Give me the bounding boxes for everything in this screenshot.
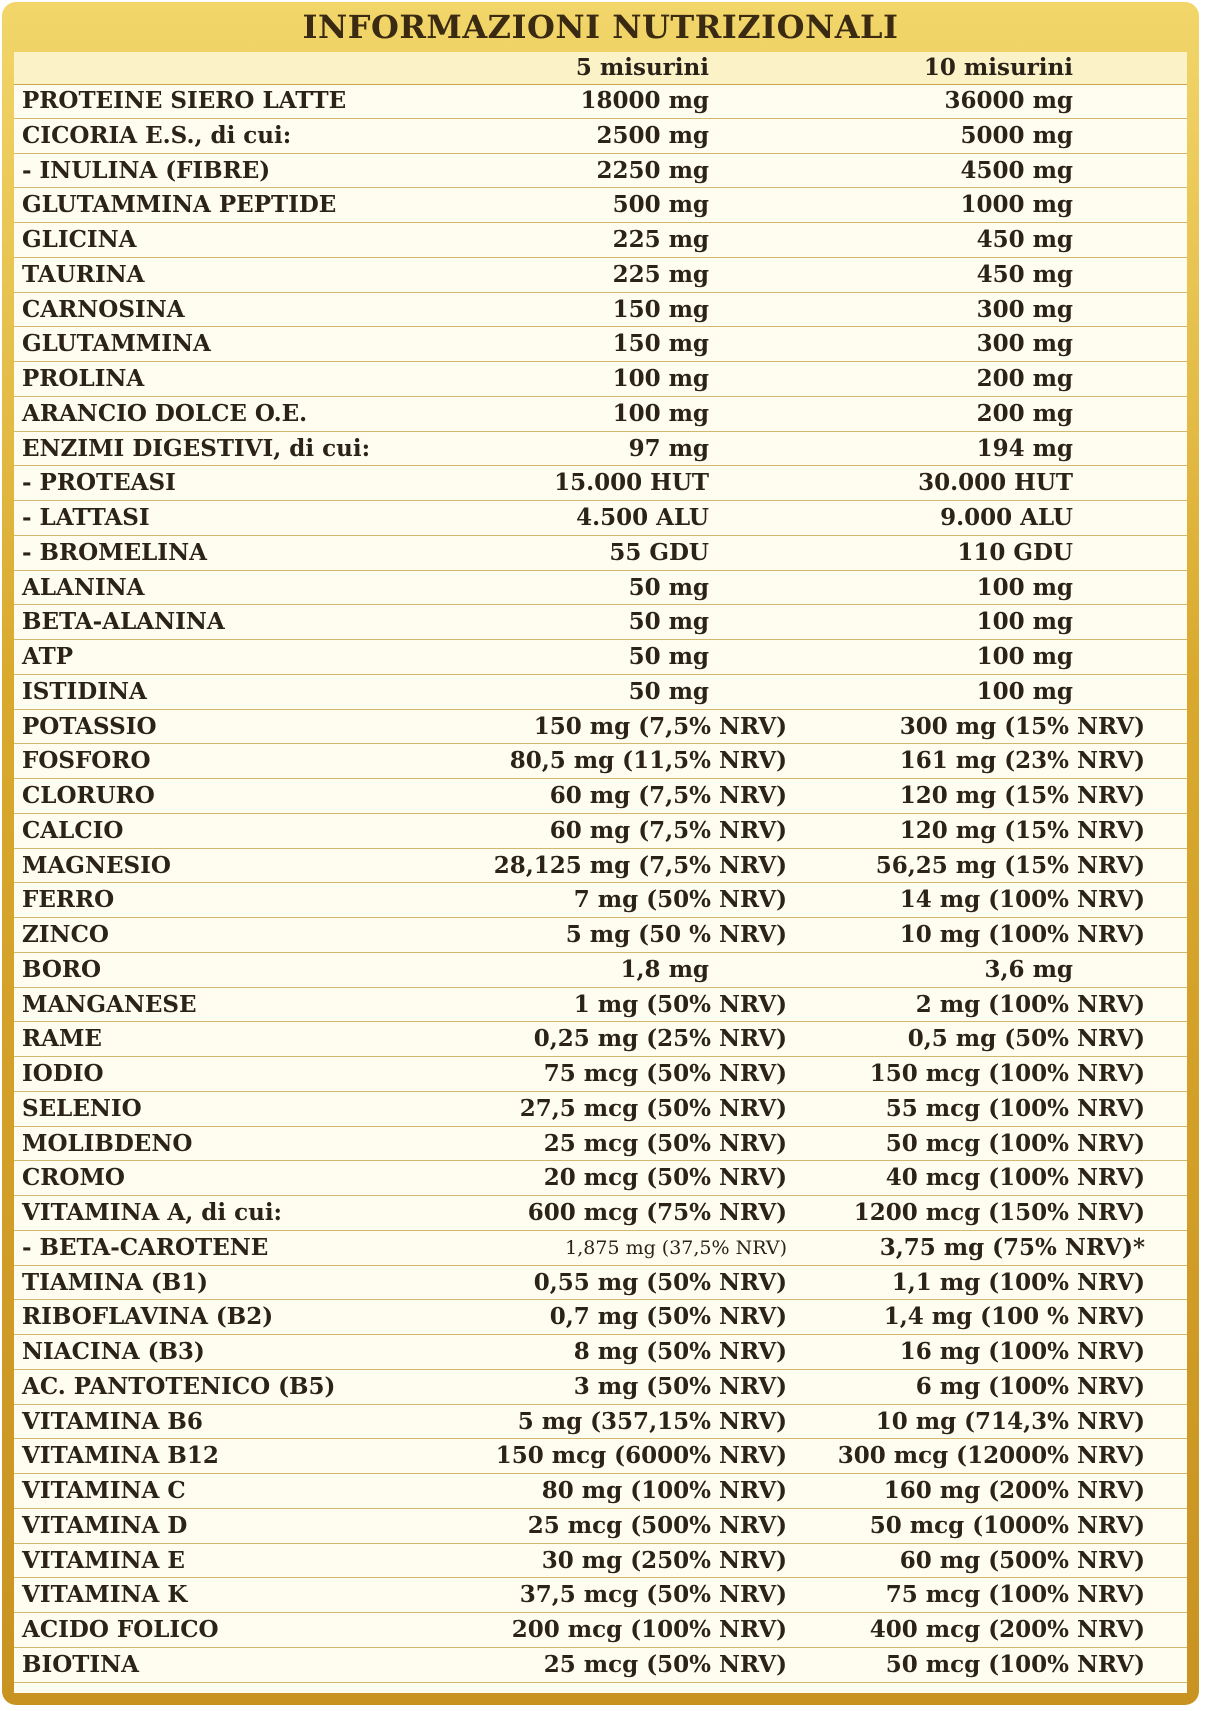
nutrient-name: ZINCO <box>22 921 109 948</box>
table-row <box>14 1509 1187 1544</box>
value-5-misurini: 0,55 mg (50% NRV) <box>533 1268 787 1296</box>
table-row <box>14 744 1187 779</box>
table-row <box>14 675 1187 710</box>
nutrient-name: BIOTINA <box>22 1650 139 1678</box>
nutrient-name: POTASSIO <box>22 712 157 740</box>
table-row <box>14 883 1187 918</box>
value-10-misurini: 0,5 mg (50% NRV) <box>907 1025 1145 1053</box>
table-row <box>14 1335 1187 1370</box>
table-row <box>14 1648 1187 1683</box>
table-row <box>14 1544 1187 1579</box>
table-row <box>14 640 1187 675</box>
panel-title: INFORMAZIONI NUTRIZIONALI <box>302 8 899 46</box>
nutrient-name: ACIDO FOLICO <box>22 1616 219 1643</box>
value-5-misurini: 60 mg (7,5% NRV) <box>549 816 787 844</box>
nutrient-name: MOLIBDENO <box>22 1129 193 1157</box>
value-5-misurini: 15.000 HUT <box>554 469 709 497</box>
table-row <box>14 988 1187 1023</box>
value-5-misurini: 18000 mg <box>580 87 709 114</box>
table-row <box>14 1405 1187 1440</box>
value-5-misurini: 1 mg (50% NRV) <box>573 990 787 1018</box>
value-5-misurini: 30 mg (250% NRV) <box>541 1546 787 1574</box>
nutrient-name: PROLINA <box>22 365 145 392</box>
value-5-misurini: 600 mcg (75% NRV) <box>527 1199 787 1226</box>
value-5-misurini: 225 mg <box>612 226 709 253</box>
table-row <box>14 154 1187 189</box>
column-header-10-misurini: 10 misurini <box>923 54 1073 81</box>
table-row <box>14 710 1187 745</box>
nutrient-name: ENZIMI DIGESTIVI, di cui: <box>22 434 371 462</box>
table-row <box>14 1474 1187 1509</box>
value-5-misurini: 20 mcg (50% NRV) <box>543 1164 787 1192</box>
table-row <box>14 466 1187 501</box>
table-row <box>14 1613 1187 1648</box>
value-10-misurini: 1,1 mg (100% NRV) <box>891 1268 1145 1296</box>
nutrient-name: NIACINA (B3) <box>22 1338 205 1365</box>
table-row <box>14 1057 1187 1092</box>
table-row <box>14 1196 1187 1231</box>
nutrient-name: ATP <box>22 643 73 670</box>
nutrition-panel <box>2 2 1199 1705</box>
table-row <box>14 188 1187 223</box>
value-5-misurini: 50 mg <box>628 677 709 705</box>
value-5-misurini: 8 mg (50% NRV) <box>573 1338 787 1365</box>
nutrient-name: MAGNESIO <box>22 851 171 879</box>
table-row <box>14 1578 1187 1613</box>
value-5-misurini: 37,5 mcg (50% NRV) <box>519 1581 787 1609</box>
value-5-misurini: 100 mg <box>612 399 709 427</box>
nutrient-name: RAME <box>22 1025 102 1053</box>
nutrient-name: AC. PANTOTENICO (B5) <box>22 1372 336 1400</box>
value-10-misurini: 3,6 mg <box>984 955 1073 983</box>
table-row <box>14 1092 1187 1127</box>
table-body <box>14 84 1187 1683</box>
value-5-misurini: 28,125 mg (7,5% NRV) <box>493 851 787 879</box>
value-10-misurini: 36000 mg <box>944 87 1073 114</box>
table-row <box>14 814 1187 849</box>
table-row <box>14 918 1187 953</box>
table-row <box>14 1161 1187 1196</box>
nutrient-name: ARANCIO DOLCE O.E. <box>22 399 308 427</box>
value-10-misurini: 300 mg (15% NRV) <box>899 712 1145 740</box>
nutrient-name: VITAMINA B6 <box>22 1407 203 1435</box>
nutrient-name: FERRO <box>22 886 115 914</box>
value-10-misurini: 4500 mg <box>960 156 1073 184</box>
value-10-misurini: 5000 mg <box>960 121 1073 149</box>
value-5-misurini: 0,7 mg (50% NRV) <box>549 1303 787 1331</box>
column-header-5-misurini: 5 misurini <box>575 54 709 81</box>
value-10-misurini: 9.000 ALU <box>940 504 1073 531</box>
value-5-misurini: 25 mcg (50% NRV) <box>543 1650 787 1678</box>
table-row <box>14 432 1187 467</box>
value-10-misurini: 3,75 mg (75% NRV)* <box>879 1233 1145 1261</box>
value-10-misurini: 50 mcg (100% NRV) <box>885 1129 1145 1157</box>
nutrient-name: GLUTAMMINA PEPTIDE <box>22 191 337 219</box>
value-10-misurini: 300 mg <box>976 330 1073 358</box>
nutrient-name: CICORIA E.S., di cui: <box>22 121 292 149</box>
nutrient-name: - BETA-CAROTENE <box>22 1233 269 1261</box>
table-row <box>14 1439 1187 1474</box>
table-row <box>14 293 1187 328</box>
table-row <box>14 258 1187 293</box>
value-10-misurini: 100 mg <box>976 643 1073 670</box>
nutrient-name: TIAMINA (B1) <box>22 1268 209 1296</box>
nutrient-name: CROMO <box>22 1164 125 1192</box>
table-row <box>14 1022 1187 1057</box>
value-5-misurini: 2250 mg <box>596 156 709 184</box>
nutrient-name: VITAMINA C <box>22 1477 186 1504</box>
nutrient-name: CLORURO <box>22 782 155 809</box>
value-5-misurini: 55 GDU <box>609 538 709 566</box>
value-10-misurini: 55 mcg (100% NRV) <box>885 1094 1145 1122</box>
value-10-misurini: 2 mg (100% NRV) <box>915 990 1145 1018</box>
table-row <box>14 119 1187 154</box>
value-5-misurini: 50 mg <box>628 608 709 636</box>
value-10-misurini: 30.000 HUT <box>918 469 1073 497</box>
value-5-misurini: 5 mg (357,15% NRV) <box>517 1407 787 1435</box>
value-10-misurini: 16 mg (100% NRV) <box>899 1338 1145 1365</box>
value-5-misurini: 5 mg (50 % NRV) <box>565 921 787 948</box>
value-5-misurini: 4.500 ALU <box>576 504 709 531</box>
nutrient-name: - LATTASI <box>22 504 150 531</box>
value-10-misurini: 75 mcg (100% NRV) <box>885 1581 1145 1609</box>
nutrient-name: CALCIO <box>22 816 124 844</box>
value-10-misurini: 160 mg (200% NRV) <box>883 1477 1145 1504</box>
nutrient-name: ALANINA <box>22 573 145 601</box>
nutrient-name: VITAMINA A, di cui: <box>22 1199 283 1226</box>
nutrient-name: GLUTAMMINA <box>22 330 211 358</box>
nutrient-name: MANGANESE <box>22 990 197 1018</box>
table-row <box>14 223 1187 258</box>
value-5-misurini: 25 mcg (500% NRV) <box>527 1511 787 1539</box>
value-5-misurini: 200 mcg (100% NRV) <box>511 1616 787 1643</box>
value-10-misurini: 200 mg <box>976 399 1073 427</box>
nutrient-name: ISTIDINA <box>22 677 147 705</box>
value-10-misurini: 1200 mcg (150% NRV) <box>853 1199 1145 1226</box>
table-row <box>14 1231 1187 1266</box>
table-row <box>14 1127 1187 1162</box>
nutrient-name: CARNOSINA <box>22 295 185 323</box>
value-5-misurini: 100 mg <box>612 365 709 392</box>
value-10-misurini: 10 mg (714,3% NRV) <box>875 1407 1145 1435</box>
value-10-misurini: 300 mcg (12000% NRV) <box>837 1442 1145 1470</box>
value-5-misurini: 75 mcg (50% NRV) <box>543 1060 787 1087</box>
value-5-misurini: 3 mg (50% NRV) <box>573 1372 787 1400</box>
value-5-misurini: 80 mg (100% NRV) <box>541 1477 787 1504</box>
table-row <box>14 1300 1187 1335</box>
value-5-misurini: 150 mg <box>612 330 709 358</box>
nutrient-name: SELENIO <box>22 1094 142 1122</box>
value-10-misurini: 14 mg (100% NRV) <box>899 886 1145 914</box>
value-5-misurini: 50 mg <box>628 573 709 601</box>
nutrient-name: VITAMINA B12 <box>22 1442 219 1470</box>
nutrient-name: - BROMELINA <box>22 538 207 566</box>
value-10-misurini: 200 mg <box>976 365 1073 392</box>
value-5-misurini: 150 mcg (6000% NRV) <box>495 1442 787 1470</box>
table-row <box>14 605 1187 640</box>
value-10-misurini: 10 mg (100% NRV) <box>899 921 1145 948</box>
value-5-misurini: 27,5 mcg (50% NRV) <box>519 1094 787 1122</box>
value-10-misurini: 1000 mg <box>960 191 1073 219</box>
value-5-misurini: 150 mg <box>612 295 709 323</box>
table-row <box>14 953 1187 988</box>
value-10-misurini: 120 mg (15% NRV) <box>899 782 1145 809</box>
value-10-misurini: 56,25 mg (15% NRV) <box>875 851 1145 879</box>
value-10-misurini: 100 mg <box>976 677 1073 705</box>
value-10-misurini: 150 mcg (100% NRV) <box>869 1060 1145 1087</box>
value-10-misurini: 100 mg <box>976 573 1073 601</box>
nutrient-name: VITAMINA K <box>22 1581 188 1609</box>
value-5-misurini: 7 mg (50% NRV) <box>573 886 787 914</box>
table-row <box>14 849 1187 884</box>
table-row <box>14 1370 1187 1405</box>
table-row <box>14 327 1187 362</box>
value-5-misurini: 500 mg <box>612 191 709 219</box>
nutrient-name: VITAMINA D <box>22 1511 188 1539</box>
nutrient-name: - PROTEASI <box>22 469 176 497</box>
value-10-misurini: 50 mcg (1000% NRV) <box>869 1511 1145 1539</box>
value-10-misurini: 450 mg <box>976 260 1073 288</box>
value-5-misurini: 50 mg <box>628 643 709 670</box>
value-5-misurini: 150 mg (7,5% NRV) <box>533 712 787 740</box>
nutrient-name: PROTEINE SIERO LATTE <box>22 87 347 114</box>
value-5-misurini: 2500 mg <box>596 121 709 149</box>
table-row <box>14 397 1187 432</box>
value-10-misurini: 1,4 mg (100 % NRV) <box>883 1303 1145 1331</box>
value-10-misurini: 161 mg (23% NRV) <box>899 747 1145 775</box>
table-row <box>14 1266 1187 1301</box>
value-10-misurini: 120 mg (15% NRV) <box>899 816 1145 844</box>
nutrient-name: RIBOFLAVINA (B2) <box>22 1303 274 1331</box>
table-row <box>14 571 1187 606</box>
value-10-misurini: 110 GDU <box>957 538 1073 566</box>
value-5-misurini: 25 mcg (50% NRV) <box>543 1129 787 1157</box>
value-10-misurini: 6 mg (100% NRV) <box>915 1372 1145 1400</box>
value-5-misurini: 80,5 mg (11,5% NRV) <box>509 747 787 775</box>
value-5-misurini: 1,875 mg (37,5% NRV) <box>565 1236 787 1259</box>
table-row <box>14 84 1187 119</box>
value-10-misurini: 300 mg <box>976 295 1073 323</box>
value-5-misurini: 0,25 mg (25% NRV) <box>533 1025 787 1053</box>
table-row <box>14 501 1187 536</box>
nutrient-name: IODIO <box>22 1060 104 1087</box>
value-5-misurini: 97 mg <box>628 434 709 462</box>
value-10-misurini: 40 mcg (100% NRV) <box>885 1164 1145 1192</box>
value-10-misurini: 50 mcg (100% NRV) <box>885 1650 1145 1678</box>
nutrient-name: TAURINA <box>22 260 145 288</box>
nutrient-name: VITAMINA E <box>22 1546 185 1574</box>
table-row <box>14 779 1187 814</box>
value-10-misurini: 400 mcg (200% NRV) <box>869 1616 1145 1643</box>
value-5-misurini: 225 mg <box>612 260 709 288</box>
value-10-misurini: 194 mg <box>976 434 1073 462</box>
table-row <box>14 536 1187 571</box>
nutrient-name: BORO <box>22 955 102 983</box>
table-header <box>14 52 1187 85</box>
nutrient-name: BETA-ALANINA <box>22 608 225 636</box>
nutrition-table <box>14 52 1187 1693</box>
value-5-misurini: 60 mg (7,5% NRV) <box>549 782 787 809</box>
value-10-misurini: 100 mg <box>976 608 1073 636</box>
value-10-misurini: 450 mg <box>976 226 1073 253</box>
value-5-misurini: 1,8 mg <box>620 955 709 983</box>
nutrient-name: - INULINA (FIBRE) <box>22 156 271 184</box>
nutrient-name: FOSFORO <box>22 747 151 775</box>
table-row <box>14 362 1187 397</box>
nutrient-name: GLICINA <box>22 226 137 253</box>
value-10-misurini: 60 mg (500% NRV) <box>899 1546 1145 1574</box>
